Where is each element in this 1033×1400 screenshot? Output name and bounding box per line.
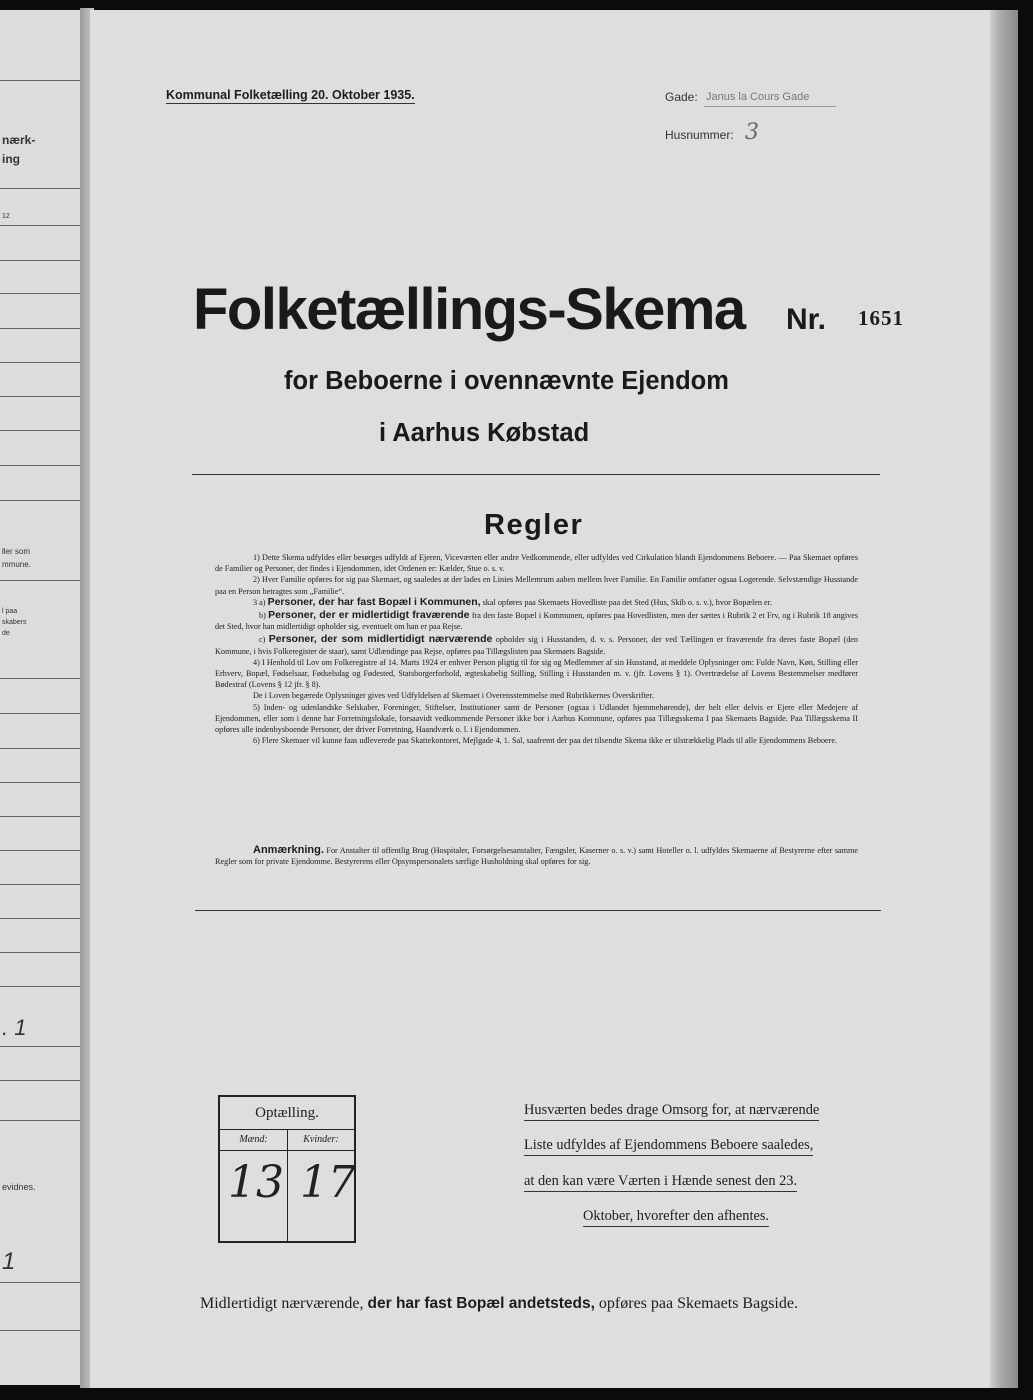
house-number-label: Husnummer: bbox=[665, 128, 734, 142]
handwritten-fragment: 1 bbox=[2, 1248, 16, 1275]
rule-line bbox=[0, 580, 80, 581]
rule-3b-text: fra den faste Bopæl i Kommunen, opføres paa Hovedlisten, men der sættes i Rubrik 2 et Frv, og i Rubrik 18 angives det Sted, hvor han midlertidigt opholder sig, eventuelt om han er paa Rejse. bbox=[215, 611, 859, 632]
handwritten-fragment: . 1 bbox=[2, 1015, 27, 1040]
rule-line bbox=[0, 362, 80, 363]
rule-line bbox=[0, 500, 80, 501]
men-count: 13 bbox=[228, 1157, 284, 1208]
rule-2: 2) Hver Familie opføres for sig paa Skemaet, og saaledes at der lades en Linies Mellemrum aaben mellem hver Familie. En Familie omfatter ogsaa Logerende. Selvstændige Husstande paa en Person betragtes som „Familie“. bbox=[215, 575, 858, 596]
landlord-notice-line-3: at den kan være Værten i Hænde senest den 23. bbox=[524, 1172, 797, 1192]
fragment-text: evidnes. bbox=[2, 1182, 36, 1192]
rule-line bbox=[0, 748, 80, 749]
rule-line bbox=[0, 884, 80, 885]
rule-line bbox=[0, 80, 80, 81]
page-edge-shadow bbox=[990, 10, 1018, 1388]
street-label: Gade: bbox=[665, 90, 698, 104]
rule-line bbox=[0, 1120, 80, 1121]
rule-line bbox=[0, 260, 80, 261]
rule-line bbox=[0, 713, 80, 714]
rule-line bbox=[0, 952, 80, 953]
fragment-text: 12 bbox=[2, 213, 10, 220]
rule-3b-prefix: b) bbox=[259, 611, 266, 621]
rule-line bbox=[0, 293, 80, 294]
fragment-text: mmune. bbox=[2, 560, 31, 569]
rule-line bbox=[0, 1330, 80, 1331]
rule-1: 1) Dette Skema udfyldes eller besørges udfyldt af Ejeren, Viceværten eller andre Vedkommende, eller udfyldes ved Cirkulation blandt Ejendommens Beboere. — Paa Skemaet opføres de Familier og Personer, der findes i Ejendommen, idet Ordenen er: Kælder, Stue o. s. v. bbox=[215, 553, 858, 574]
note-text: For Anstalter til offentlig Brug (Hospitaler, Forsørgelsesanstalter, Fængsler, Kaserner o. s. v.) samt Hoteller o. l. udfyldes Skemaerne af Bestyrerne efter samme Regler som for private Ejendomme. Bestyrerens eller Opsynspersonalets særlige Husholdning skal opføres for sig. bbox=[215, 846, 859, 867]
form-number-label: Nr. bbox=[786, 303, 827, 336]
footer-note bbox=[200, 1295, 798, 1313]
fragment-text: l paa bbox=[2, 608, 18, 615]
rule-line bbox=[0, 328, 80, 329]
fragment-text: skabers bbox=[2, 619, 27, 626]
note-label: Anmærkning. bbox=[253, 844, 324, 856]
divider-bottom bbox=[195, 910, 881, 911]
fragment-text: de bbox=[2, 630, 10, 637]
landlord-notice-line-4: Oktober, hvorefter den afhentes. bbox=[583, 1207, 769, 1227]
note-block bbox=[215, 845, 858, 867]
rule-3a-text: skal opføres paa Skemaets Hovedliste paa det Sted (Hus, Skib o. s. v.), hvor Bopælen er. bbox=[482, 597, 772, 607]
rule-line bbox=[0, 1046, 80, 1047]
fragment-text: ing bbox=[2, 152, 20, 166]
street-underline bbox=[704, 106, 836, 107]
street-value: Janus la Cours Gade bbox=[706, 91, 810, 103]
men-label: Mænd: bbox=[220, 1130, 287, 1151]
rule-line bbox=[0, 782, 80, 783]
fragment-text: ller som bbox=[2, 547, 31, 556]
rule-line bbox=[0, 816, 80, 817]
form-subtitle: for Beboerne i ovennævnte Ejendom bbox=[284, 367, 729, 395]
rule-3b-bold: Personer, der er midlertidigt fraværende bbox=[268, 609, 470, 622]
women-count: 17 bbox=[300, 1157, 356, 1208]
rule-line bbox=[0, 1282, 80, 1283]
fragment-text: nærk- bbox=[2, 133, 36, 147]
rule-line bbox=[0, 678, 80, 679]
rule-line bbox=[0, 396, 80, 397]
rule-3c-bold: Personer, der som midlertidigt nærværende bbox=[268, 633, 493, 646]
form-location: i Aarhus Købstad bbox=[379, 419, 590, 447]
women-label: Kvinder: bbox=[288, 1130, 354, 1151]
rule-line bbox=[0, 188, 80, 189]
rule-3c bbox=[215, 634, 858, 656]
previous-page-strip bbox=[0, 10, 83, 1385]
rule-3a-bold: Personer, der har fast Bopæl i Kommunen, bbox=[267, 595, 481, 608]
rule-line bbox=[0, 850, 80, 851]
rules-body bbox=[215, 552, 858, 746]
census-title: Kommunal Folketælling 20. Oktober 1935. bbox=[166, 88, 415, 102]
rule-4b: De i Loven begærede Oplysninger gives ved Udfyldelsen af Skemaet i Overensstemmelse med Rubrikkernes Overskrifter. bbox=[253, 691, 654, 701]
rule-3c-text: opholder sig i Husstanden, d. v. s. Personer, der ved Tællingen er fraværende fra deres faste Bopæl (den Kommune, i hvis Folkeregister de staar), samt Udlændinge paa Rejse, opføres paa Tillægslisten paa Skemaets Bagside. bbox=[215, 635, 859, 656]
rule-3c-prefix: c) bbox=[259, 635, 266, 645]
form-main-title: Folketællings-Skema bbox=[193, 277, 745, 342]
form-number-value: 1651 bbox=[858, 306, 904, 330]
rule-3a bbox=[215, 597, 858, 608]
rule-3b bbox=[215, 610, 858, 632]
rule-line bbox=[0, 430, 80, 431]
rule-line bbox=[0, 986, 80, 987]
rule-6: 6) Flere Skemaer vil kunne faas udleverede paa Skattekontoret, Mejlgade 4, 1. Sal, saafremt der paa det tilsendte Skema ikke er tilstrækkelig Plads til alle Ejendommens Beboere. bbox=[253, 736, 838, 746]
rule-line bbox=[0, 918, 80, 919]
rule-line bbox=[0, 1080, 80, 1081]
rule-3a-prefix: 3 a) bbox=[253, 597, 266, 607]
count-box bbox=[218, 1095, 356, 1243]
rule-5: 5) Inden- og udenlandske Selskaber, Foreninger, Stiftelser, Institutioner samt de Personer (ogsaa i Udlandet hjemmehørende), der helt eller delvis er Ejere eller Medejere af Ejendommen, eller som i denne har Forretningslokale, forsaavidt vedkommende Personer ikke bor i Aarhus Kommune, opføres paa Tillægsskema I paa Skemaets Bagside. Paa Tillægsskema II opføres alle indenbysboende Personer, der driver Forretning, Haandværk o. l. i Ejendommen. bbox=[215, 702, 858, 735]
footer-text-1: Midlertidigt nærværende, bbox=[200, 1295, 364, 1312]
footer-text-2: opføres paa Skemaets Bagside. bbox=[598, 1295, 798, 1312]
rules-heading: Regler bbox=[484, 509, 584, 541]
rule-line bbox=[0, 225, 80, 226]
rule-4: 4) I Henhold til Lov om Folkeregistre af 14. Marts 1924 er enhver Person pligtig til for sig og Medlemmer af sin Husstand, at meddele Oplysninger om: Fulde Navn, Køn, Stilling eller Erhverv, Bopæl, Fødselsaar, Fødselsdag og Fødested, Statsborgerforhold, ægteskabelig Stilling, Stilling i Husstanden m. v. (jfr. Lovens § 1). Overtrædelse af Lovens Bestemmelser medfører Bødestraf (Lovens § 12 jfr. § 8). bbox=[215, 657, 858, 690]
divider-top bbox=[192, 474, 880, 475]
count-box-title: Optælling. bbox=[220, 1097, 354, 1130]
footer-bold: der har fast Bopæl andetsteds, bbox=[367, 1295, 595, 1312]
landlord-notice-line-2: Liste udfyldes af Ejendommens Beboere saaledes, bbox=[524, 1136, 813, 1156]
rule-line bbox=[0, 465, 80, 466]
house-number-value: 3 bbox=[745, 120, 759, 145]
landlord-notice-line-1: Husværten bedes drage Omsorg for, at nærværende bbox=[524, 1101, 819, 1121]
